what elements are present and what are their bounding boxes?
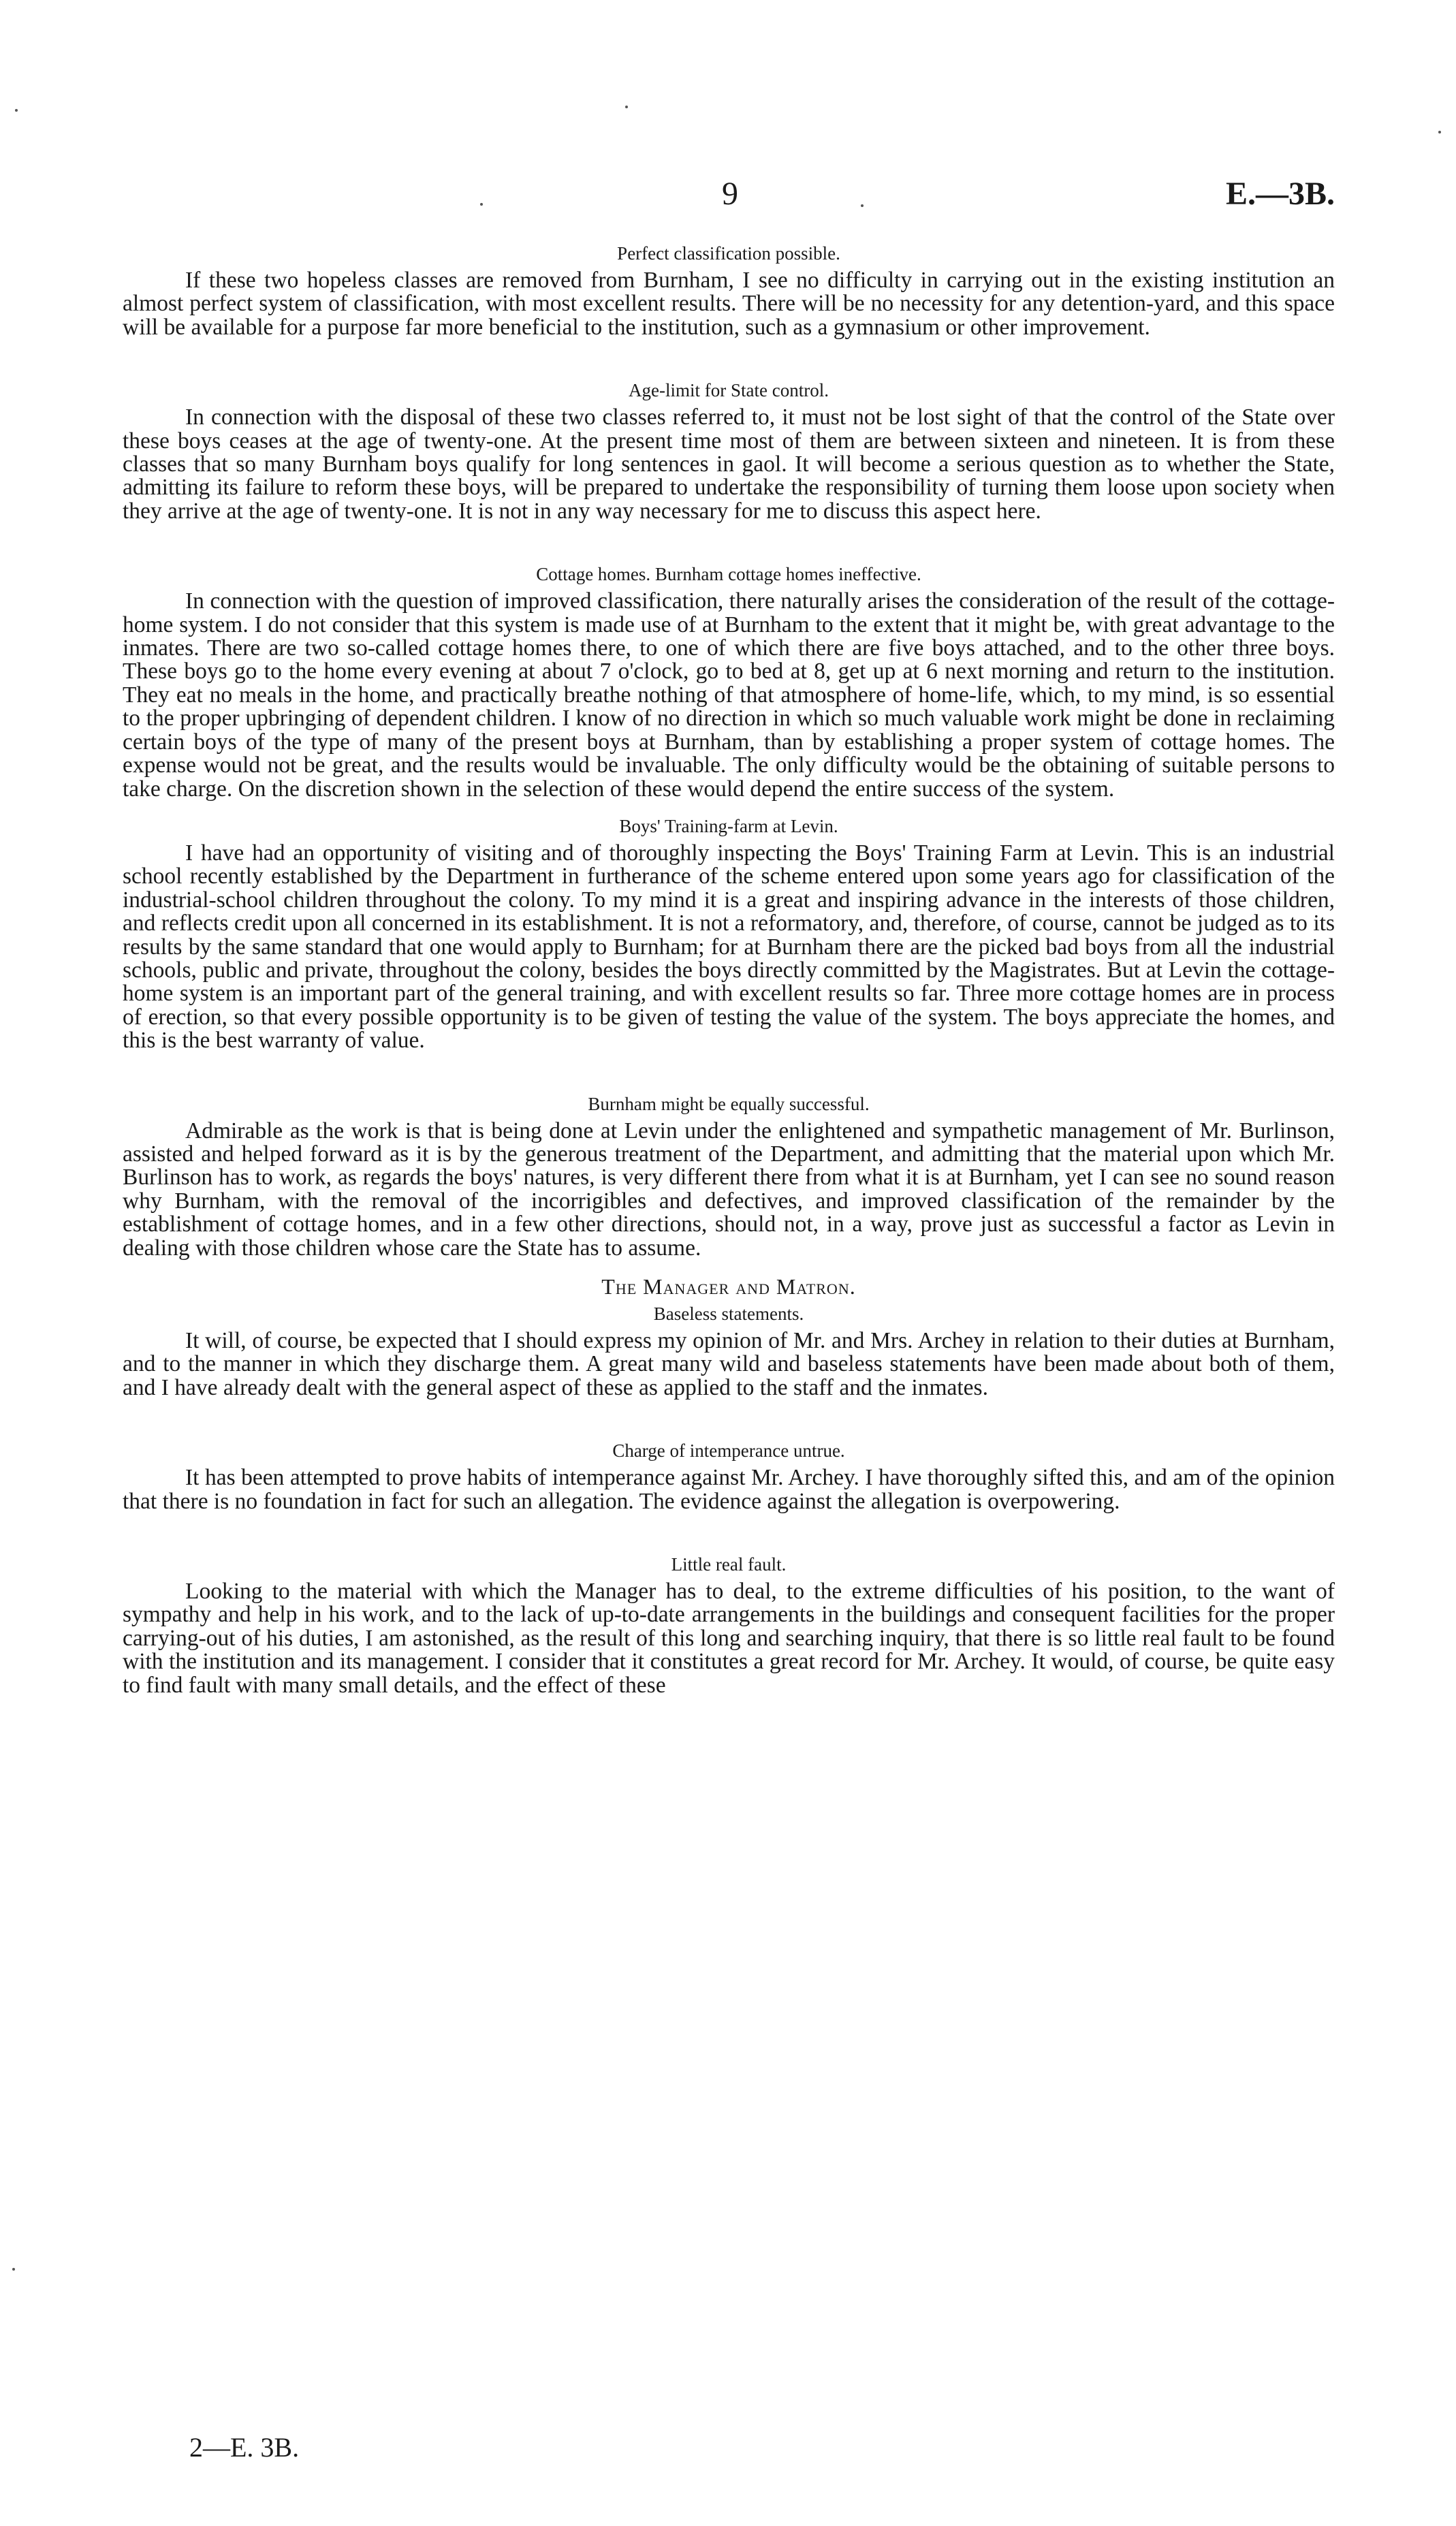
scan-speck [480, 203, 483, 206]
section-burnham-successful [123, 1092, 1335, 1260]
paragraph: Looking to the material with which the Manager has to deal, to the extreme difficulties of his position, to the want of sympathy and help in his work, and to the lack of up-to-date arrangements in the buildings and consequent facilities for the proper carrying-out of his duties, I am astonished, as the result of this long and searching inquiry, that there is so little real fault to be found with the institution and its management. I consider that it constitutes a great record for Mr. Archey. It would, of course, be quite easy to find fault with many small details, and the effect of these [123, 1579, 1335, 1698]
sidenote: Charge of intemperance untrue. [612, 1440, 845, 1462]
sidenote: Cottage homes. Burnham cottage homes ineffective. [536, 564, 921, 585]
sidenote: Age-limit for State control. [629, 380, 829, 401]
sidenote: Burnham might be equally successful. [588, 1093, 870, 1114]
section-intemperance [123, 1439, 1335, 1513]
sidenote: Boys' Training-farm at Levin. [619, 815, 838, 836]
section-perfect-classification [123, 242, 1335, 339]
section-training-farm [123, 815, 1335, 1053]
section-heading: The Manager and Matron. [601, 1274, 856, 1299]
page-number: 9 [722, 176, 738, 212]
page-header [123, 174, 1335, 221]
paragraph: I have had an opportunity of visiting and of thoroughly inspecting the Boys' Training Farm at Levin. This is an industrial school recently established by the Department in furtherance of the scheme entered upon some years ago for classification of the industrial-school children throughout the colony. To my mind it is a great and inspiring advance in the interests of those children, and reflects credit upon all concerned in its establishment. It is not a reformatory, and, therefore, of course, cannot be judged as to its results by the same standard that one would apply to Burnham; for at Burnham there are the picked bad boys from all the industrial schools, public and private, throughout the colony, besides the boys directly committed by the Magistrates. But at Levin the cottage-home system is an important part of the general training, and with excellent results so far. Three more cottage homes are in process of erection, so that every possible opportunity is to be given of testing the value of the system. The boys appreciate the homes, and this is the best warranty of value. [123, 840, 1335, 1054]
scan-speck [15, 109, 18, 112]
document-body [123, 242, 1335, 1737]
scan-speck [861, 204, 864, 207]
paragraph: It has been attempted to prove habits of intemperance against Mr. Archey. I have thoroughly sifted this, and am of the opinion that there is no foundation in fact for such an allegation. The evidence against the allegation is overpowering. [123, 1465, 1335, 1514]
sidenote: Little real fault. [671, 1554, 787, 1575]
document-reference: E.—3B. [1225, 176, 1335, 212]
scan-speck [1438, 131, 1441, 133]
section-little-real-fault [123, 1553, 1335, 1697]
section-age-limit [123, 379, 1335, 523]
paragraph: In connection with the disposal of these two classes referred to, it must not be lost sight of that the control of the State over these boys ceases at the age of twenty-one. At the present time most of them are between sixteen and nineteen. It is from these classes that so many Burnham boys qualify for long sentences in gaol. It will become a serious question as to whether the State, admitting its failure to reform these boys, will be prepared to undertake the responsibility of turning them loose upon society when they arrive at the age of twenty-one. It is not in any way necessary for me to discuss this aspect here. [123, 405, 1335, 524]
section-manager-matron [123, 1274, 1335, 1400]
scan-speck [625, 106, 628, 108]
scan-speck [12, 2268, 15, 2271]
paragraph: Admirable as the work is that is being done at Levin under the enlightened and sympathetic management of Mr. Burlinson, assisted and helped forward as it is by the generous treatment of the Department, and admitting that the material upon which Mr. Burlinson has to work, as regards the boys' natures, is very different there from what it is at Burnham, yet I can see no sound reason why Burnham, with the removal of the incorrigibles and defectives, and improved classification of the remainder by the establishment of cottage homes, and in a few other directions, should not, in a way, prove just as successful a factor as Levin in dealing with those children whose care the State has to assume. [123, 1118, 1335, 1261]
paragraph: It will, of course, be expected that I should express my opinion of Mr. and Mrs. Archey in relation to their duties at Burnham, and to the manner in which they discharge them. A great many wild and baseless statements have been made about both of them, and I have already dealt with the general aspect of these as applied to the staff and the inmates. [123, 1328, 1335, 1400]
paragraph: In connection with the question of improved classification, there naturally arises the consideration of the result of the cottage-home system. I do not consider that this system is made use of at Burnham to the extent that it might be, with great advantage to the inmates. There are two so-called cottage homes there, to one of which there are five boys attached, and to the other three boys. These boys go to the home every evening at about 7 o'clock, go to bed at 8, get up at 6 next morning and return to the institution. They eat no meals in the home, and practically breathe nothing of that atmosphere of home-life, which, to my mind, is so essential to the proper upbringing of dependent children. I know of no direction in which so much valuable work might be done in reclaiming certain boys of the type of many of the present boys at Burnham, than by establishing a proper system of cottage homes. The expense would not be great, and the results would be invaluable. The only difficulty would be the obtaining of suitable persons to take charge. On the discretion shown in the selection of these would depend the entire success of the system. [123, 588, 1335, 802]
section-cottage-homes [123, 563, 1335, 801]
paragraph: If these two hopeless classes are removed from Burnham, I see no difficulty in carrying out in the existing institution an almost perfect system of classification, with most excellent results. There will be no necessity for any detention-yard, and this space will be available for a purpose far more beneficial to the institution, such as a gymnasium or other improvement. [123, 268, 1335, 340]
sidenote: Baseless statements. [653, 1304, 804, 1324]
signature-mark: 2—E. 3B. [189, 2432, 300, 2463]
sidenote: Perfect classification possible. [617, 243, 840, 264]
